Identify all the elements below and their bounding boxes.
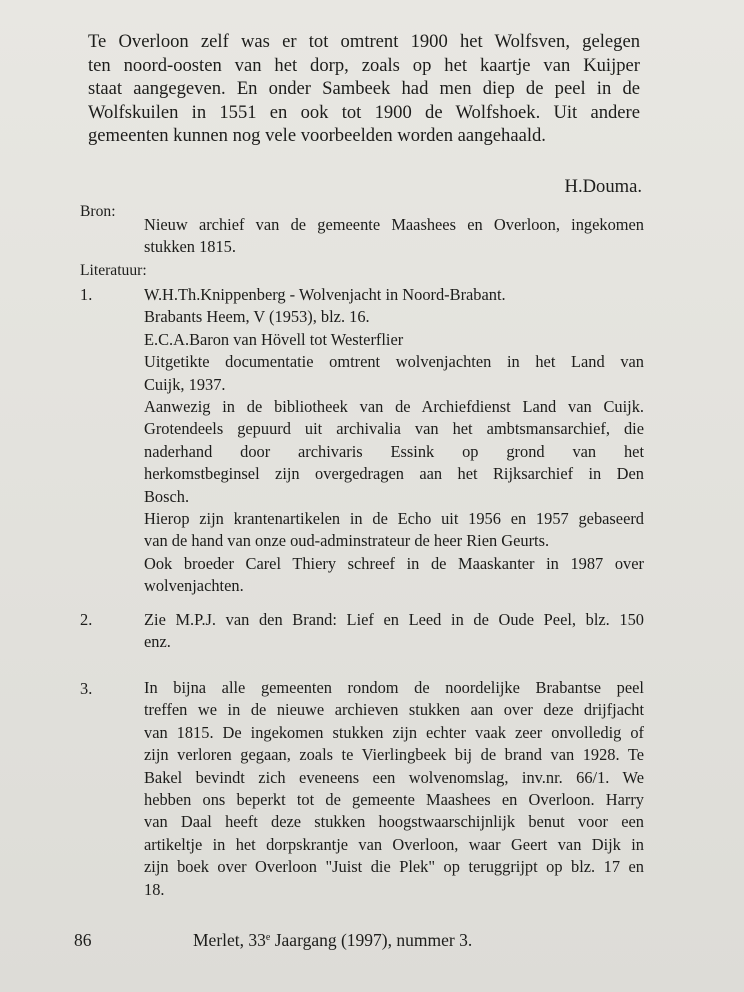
intro-line: Wolfskuilen in 1551 en ook tot 1900 de Wolfshoek. Uit andere <box>88 101 640 123</box>
literature-label: Literatuur: <box>80 262 147 279</box>
literature-line: Uitgetikte documentatie omtrent wolvenjachten in het Land van <box>144 352 644 372</box>
footnote-number: 3. <box>80 679 93 698</box>
literature-line: Cuijk, 1937. <box>144 374 226 394</box>
literature-line: Ook broeder Carel Thiery schreef in de Maaskanter in 1987 over <box>144 553 644 573</box>
intro-line: Te Overloon zelf was er tot omtrent 1900 het Wolfsven, gelegen <box>88 31 640 52</box>
literature-line: naderhand door archivaris Essink op grond van het <box>144 441 644 461</box>
literature-line: Bakel bevindt zich eveneens een wolvenomslag, inv.nr. 66/1. We <box>144 767 644 787</box>
literature-line: hebben ons beperkt tot de gemeente Maashees en Overloon. Harry <box>144 790 644 810</box>
literature-line: van de hand van onze oud-adminstrateur de heer Rien Geurts. <box>144 531 550 551</box>
journal-issue: Jaargang (1997), nummer 3. <box>270 930 473 950</box>
literature-line: W.H.Th.Knippenberg - Wolvenjacht in Noord-Brabant. <box>144 285 506 304</box>
literature-line: Brabants Heem, V (1953), blz. 16. <box>144 307 370 327</box>
literature-item-1 <box>144 284 644 598</box>
author-signature: H.Douma. <box>564 176 642 197</box>
literature-line: herkomstbeginsel zijn overgedragen aan het Rijksarchief in Den <box>144 464 644 484</box>
journal-reference <box>193 930 472 951</box>
intro-line: gemeenten kunnen nog vele voorbeelden worden aangehaald. <box>88 125 546 146</box>
literature-line: In bijna alle gemeenten rondom de noordelijke Brabantse peel <box>144 678 644 697</box>
footnote-number: 2. <box>80 610 93 629</box>
source-line: stukken 1815. <box>144 237 236 257</box>
journal-name: Merlet, 33 <box>193 930 266 950</box>
intro-line: ten noord-oosten van het dorp, zoals op het kaartje van Kuijper <box>88 54 640 76</box>
literature-line: zijn boek over Overloon "Juist die Plek" op teruggrijpt op blz. 17 en <box>144 857 644 877</box>
source-text <box>144 214 644 259</box>
literature-line: 18. <box>144 879 165 899</box>
literature-line: treffen we in de nieuwe archieven stukken aan over deze drijfjacht <box>144 700 644 720</box>
literature-line: zijn verloren gegaan, zoals te Vierlingbeek bij de brand van 1928. Te <box>144 745 644 765</box>
literature-line: E.C.A.Baron van Hövell tot Westerflier <box>144 329 404 349</box>
literature-line: Aanwezig in de bibliotheek van de Archiefdienst Land van Cuijk. <box>144 397 644 417</box>
source-label: Bron: <box>80 203 116 220</box>
literature-item-2 <box>144 609 644 654</box>
literature-line: Grotendeels gepuurd uit archivalia van het ambtsmansarchief, die <box>144 419 644 439</box>
literature-line: artikeltje in het dorpskrantje van Overloon, waar Geert van Dijk in <box>144 834 644 854</box>
intro-paragraph <box>88 30 640 148</box>
literature-line: enz. <box>144 632 171 652</box>
literature-line: Hierop zijn krantenartikelen in de Echo uit 1956 en 1957 gebaseerd <box>144 509 644 529</box>
source-line: Nieuw archief van de gemeente Maashees en Overloon, ingekomen <box>144 215 644 234</box>
intro-line: staat aangegeven. En onder Sambeek had men diep de peel in de <box>88 78 640 99</box>
footnote-number: 1. <box>80 285 93 304</box>
literature-line: Bosch. <box>144 486 190 506</box>
literature-line: van 1815. De ingekomen stukken zijn echter vaak zeer onvolledig of <box>144 722 644 742</box>
journal-ordinal-suffix: e <box>265 932 271 943</box>
literature-line: wolvenjachten. <box>144 576 244 596</box>
literature-line: Zie M.P.J. van den Brand: Lief en Leed in de Oude Peel, blz. 150 <box>144 610 644 629</box>
page-number: 86 <box>74 930 92 950</box>
literature-item-3 <box>144 677 644 901</box>
literature-line: van Daal heeft deze stukken hoogstwaarschijnlijk benut voor een <box>144 812 644 832</box>
